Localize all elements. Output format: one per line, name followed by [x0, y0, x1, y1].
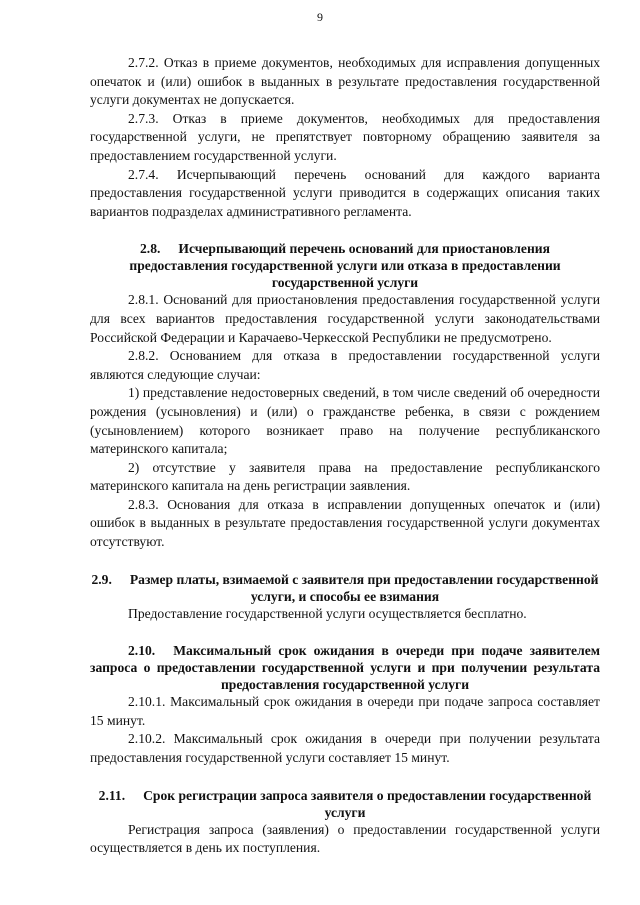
section-2-11-number: 2.11. — [98, 787, 126, 803]
paragraph-2-10-1: 2.10.1. Максимальный срок ожидания в очереди при подаче запроса составляет 15 минут. — [90, 694, 600, 728]
paragraph-2-10-2: 2.10.2. Максимальный срок ожидания в очереди при получении результата предоставления государственной услуги составляет 15 минут. — [90, 731, 600, 766]
section-2-10-title: Максимальный срок ожидания в очереди при подаче заявителем запроса о предоставлении государственной услуги и при получении результата предоставления государственной услуги — [90, 643, 600, 693]
section-2-9-heading — [90, 571, 600, 605]
list-item-2-8-2-1: 1) представление недостоверных сведений, в том числе сведений об очередности рождения (усыновления) и (или) о гражданстве ребенка, в связи с рождением (усыновлением) которого возникает право на получение республиканского материнского капитала; — [90, 385, 600, 457]
section-2-8-number: 2.8. — [140, 241, 161, 257]
section-2-10-number: 2.10. — [128, 643, 156, 659]
paragraph-2-7-4: 2.7.4. Исчерпывающий перечень оснований для каждого варианта предоставления государственной услуги приводится в содержащих описания таких вариантов подразделах административного регламента. — [90, 166, 600, 219]
paragraph-2-7-2: 2.7.2. Отказ в приеме документов, необходимых для исправления допущенных опечаток и (или) ошибок в выданных в результате предоставления государственной услуги документах не допускается. — [90, 55, 600, 108]
paragraph-2-8-3: 2.8.3. Основания для отказа в исправлении допущенных опечаток и (или) ошибок в выданных в результате предоставления государственной услуги документах отсутствуют. — [90, 496, 600, 550]
paragraph-2-8-2: 2.8.2. Основанием для отказа в предоставлении государственной услуги являются следующие случаи: — [90, 348, 600, 382]
paragraph-2-9: Предоставление государственной услуги осуществляется бесплатно. — [128, 605, 527, 621]
section-2-9-number: 2.9. — [91, 571, 112, 587]
section-2-11-title: Срок регистрации запроса заявителя о предоставлении государственной услуги — [143, 787, 592, 820]
paragraph-2-8-1: 2.8.1. Оснований для приостановления предоставления государственной услуги для всех вариантов предоставления государственной услуги законодательствами Российской Федерации и Карачаево-Черкесской Республики не предусмотрено. — [90, 292, 600, 345]
page-number: 9 — [317, 10, 323, 24]
paragraph-2-7-3: 2.7.3. Отказ в приеме документов, необходимых для предоставления государственной услуги, не препятствует повторному обращению заявителя за предоставлением государственной услуги. — [90, 110, 600, 163]
paragraph-2-11: Регистрация запроса (заявления) о предоставлении государственной услуги осуществляется в день их поступления. — [90, 821, 600, 856]
list-item-2-8-2-2: 2) отсутствие у заявителя права на предоставление республиканского материнского капитала на день регистрации заявления. — [90, 459, 600, 494]
section-2-10-heading — [90, 642, 600, 693]
section-2-9-title: Размер платы, взимаемой с заявителя при предоставлении государственной услуги, и способы ее взимания — [129, 571, 599, 604]
section-2-8-title: Исчерпывающий перечень оснований для приостановления предоставления государственной услуги или отказа в предоставлении государственной услуги — [129, 241, 561, 291]
section-2-11-heading — [90, 787, 600, 821]
document-body — [90, 54, 600, 858]
section-2-8-heading — [90, 240, 600, 291]
